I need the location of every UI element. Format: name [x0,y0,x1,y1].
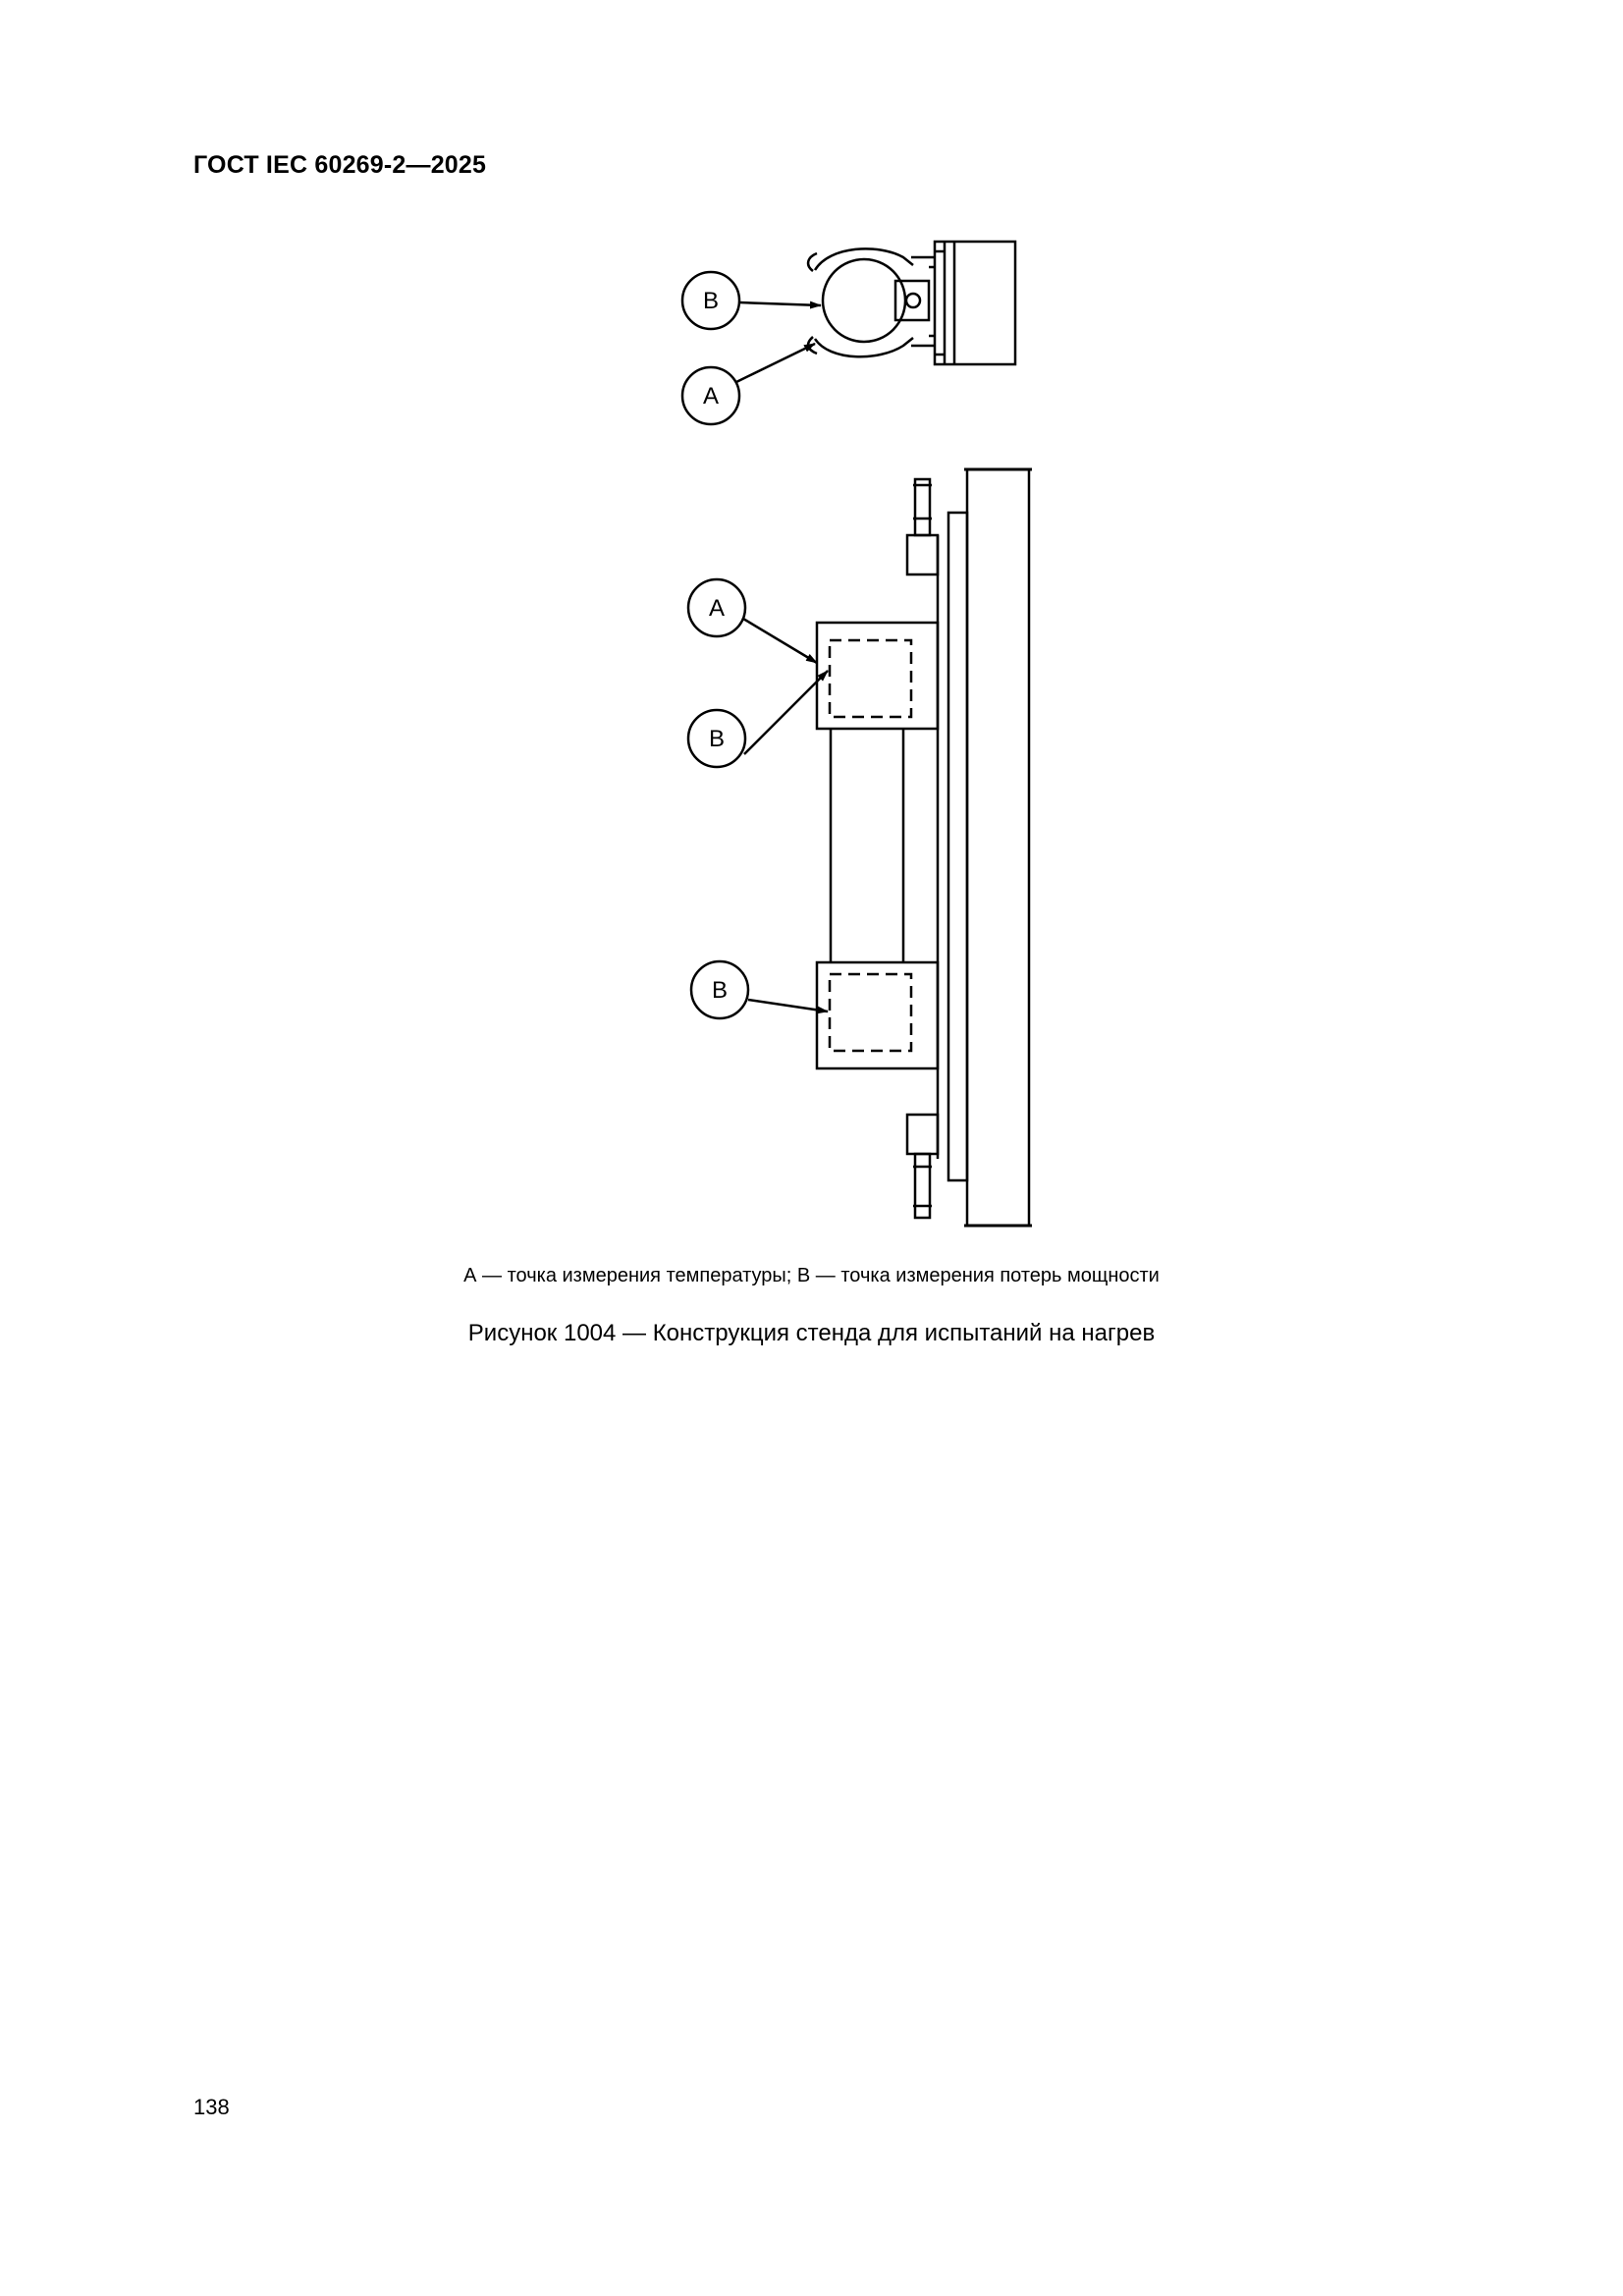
svg-text:A: A [708,595,726,622]
lower-contact-block [817,962,938,1068]
figure-legend: А — точка измерения температуры; В — точка измерения потерь мощности [463,1265,1160,1286]
clip-bracket [895,281,929,320]
clip-screw [906,294,920,307]
top-base-block [935,242,1015,364]
bottom-bolt-shank [915,1154,930,1218]
svg-text:A: A [702,383,720,410]
bottom-bolt-head [907,1115,938,1154]
lower-contact-hidden [830,974,911,1051]
top-callout-a [682,344,815,424]
side-view-drawing [817,469,1032,1226]
side-callout-b-lower [691,961,828,1018]
fuse-body-circle [823,259,905,342]
page-number: 138 [193,2095,230,2119]
upper-contact-hidden [830,640,911,717]
figure-caption: Рисунок 1004 — Конструкция стенда для испытаний на нагрев [467,1320,1156,1346]
svg-text:B: B [711,977,729,1004]
standard-header: ГОСТ IEC 60269-2—2025 [193,151,487,179]
mounting-beam [967,469,1029,1226]
upper-contact-block [817,623,938,729]
side-callout-b-upper [688,671,828,767]
mounting-plate [948,513,967,1180]
top-bolt-shank [915,479,930,535]
top-view-drawing [808,242,1015,364]
top-bolt-head [907,535,938,574]
svg-text:B: B [702,288,720,314]
top-callout-b [682,272,821,329]
side-callout-a [688,579,817,663]
svg-text:B: B [708,726,726,752]
